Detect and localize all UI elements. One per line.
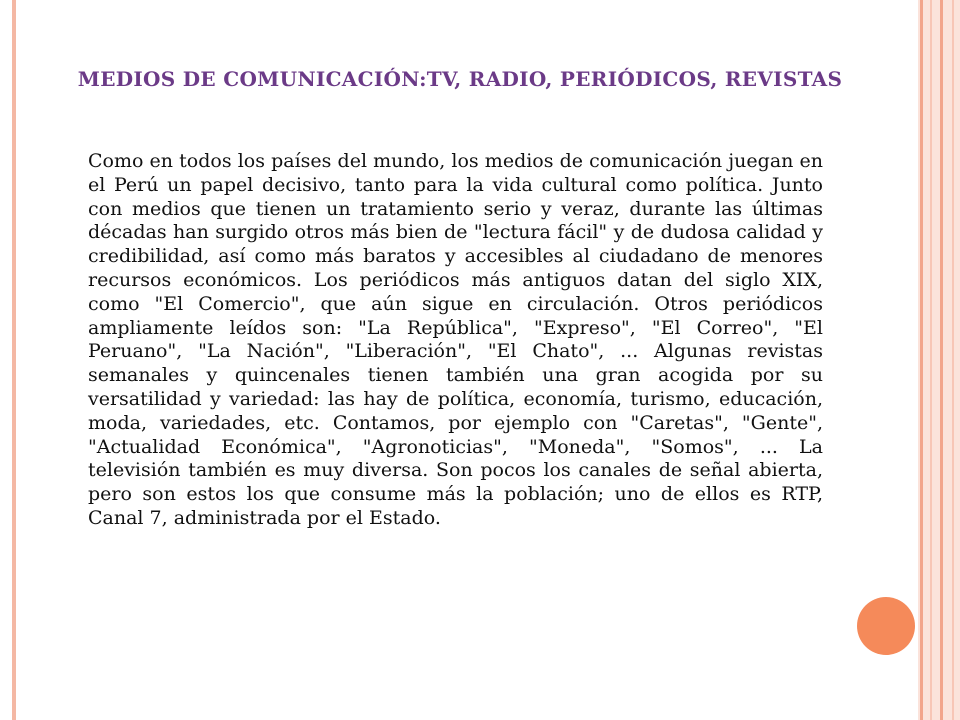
decorative-stripe bbox=[940, 0, 943, 720]
decorative-circle bbox=[857, 597, 915, 655]
right-decorative-panel bbox=[918, 0, 960, 720]
decorative-stripe bbox=[920, 0, 923, 720]
slide-title: MEDIOS DE COMUNICACIÓN:TV, RADIO, PERIÓDICOS, REVISTAS bbox=[77, 67, 843, 91]
left-frame-line bbox=[12, 0, 16, 720]
decorative-stripe bbox=[952, 0, 954, 720]
slide-body-text: Como en todos los países del mundo, los medios de comunicación juegan en el Perú un papel decisivo, tanto para la vida cultural como política. Junto con medios que tienen un tratamiento serio y veraz, durante las últimas décadas han surgido otros más bien de "lectura fácil" y de dudosa calidad y credibilidad, así como más baratos y accesibles al ciudadano de menores recursos económicos. Los periódicos más antiguos datan del siglo XIX, como "El Comercio", que aún sigue en circulación. Otros periódicos ampliamente leídos son: "La República", "Expreso", "El Correo", "El Peruano", "La Nación", "Liberación", "El Chato", ... Algunas revistas semanales y quincenales tienen también una gran acogida por su versatilidad y variedad: las hay de política, economía, turismo, educación, moda, variedades, etc. Contamos, por ejemplo con "Caretas", "Gente", "Actualidad Económica", "Agronoticias", "Moneda", "Somos", ... La televisión también es muy diversa. Son pocos los canales de señal abierta, pero son estos los que consume más la población; uno de ellos es RTP, Canal 7, administrada por el Estado. bbox=[88, 150, 823, 529]
decorative-stripe bbox=[930, 0, 932, 720]
